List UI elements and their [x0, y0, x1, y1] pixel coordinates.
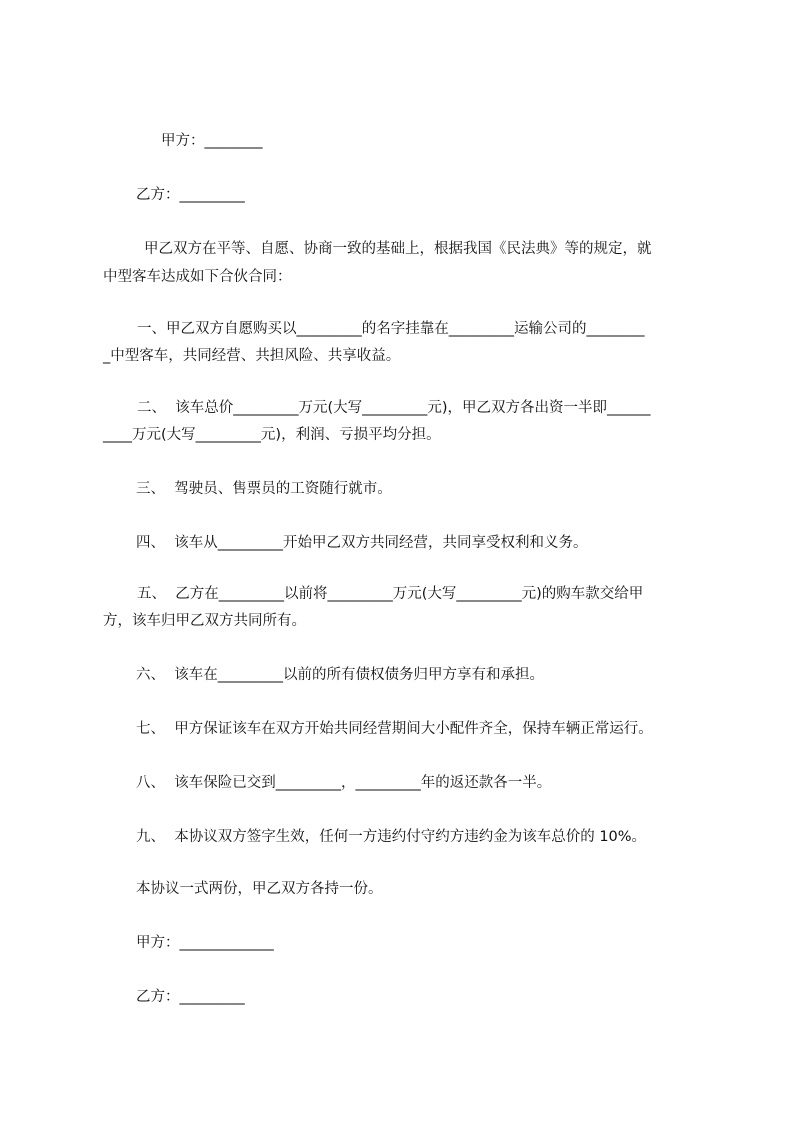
- clause-1-line-1: 一、甲乙双方自愿购买以_________的名字挂靠在_________运输公司的________: [137, 321, 645, 337]
- clause-5-line-2: 方，该车归甲乙双方共同所有。: [103, 613, 306, 629]
- clause-9: 九、 本协议双方签字生效，任何一方违约付守约方违约金为该车总价的 10%。: [136, 829, 647, 845]
- header-party-b: 乙方：_________: [136, 187, 245, 203]
- signature-party-b: 乙方：_________: [136, 989, 245, 1005]
- clause-4: 四、 该车从_________开始甲乙双方共同经营，共同享受权利和义务。: [136, 535, 588, 551]
- clause-2-line-1: 二、 该车总价_________万元(大写_________元)，甲乙双方各出资一半即______: [137, 400, 651, 416]
- intro-line-1: 甲乙双方在平等、自愿、协商一致的基础上，根据我国《民法典》等的规定，就: [144, 241, 652, 257]
- clause-7: 七、 甲方保证该车在双方开始共同经营期间大小配件齐全，保持车辆正常运行。: [136, 721, 653, 737]
- intro-line-2: 中型客车达成如下合伙合同：: [103, 269, 292, 285]
- signature-party-a: 甲方：_____________: [136, 935, 274, 951]
- clause-1-line-2: _中型客车，共同经营、共担风险、共享收益。: [103, 348, 401, 364]
- clause-3: 三、 驾驶员、售票员的工资随行就市。: [136, 481, 392, 497]
- header-party-a: 甲方：________: [161, 133, 263, 149]
- clause-5-line-1: 五、 乙方在_________以前将_________万元(大写_________元)的购车款交给甲: [137, 586, 644, 602]
- clause-8: 八、 该车保险已交到_________，_________年的返还款各一半。: [136, 775, 552, 791]
- closing-statement: 本协议一式两份，甲乙双方各持一份。: [136, 881, 383, 897]
- clause-6: 六、 该车在_________以前的所有债权债务归甲方享有和承担。: [136, 667, 544, 683]
- clause-2-line-2: ____万元(大写_________元)，利润、亏损平均分担。: [103, 427, 441, 443]
